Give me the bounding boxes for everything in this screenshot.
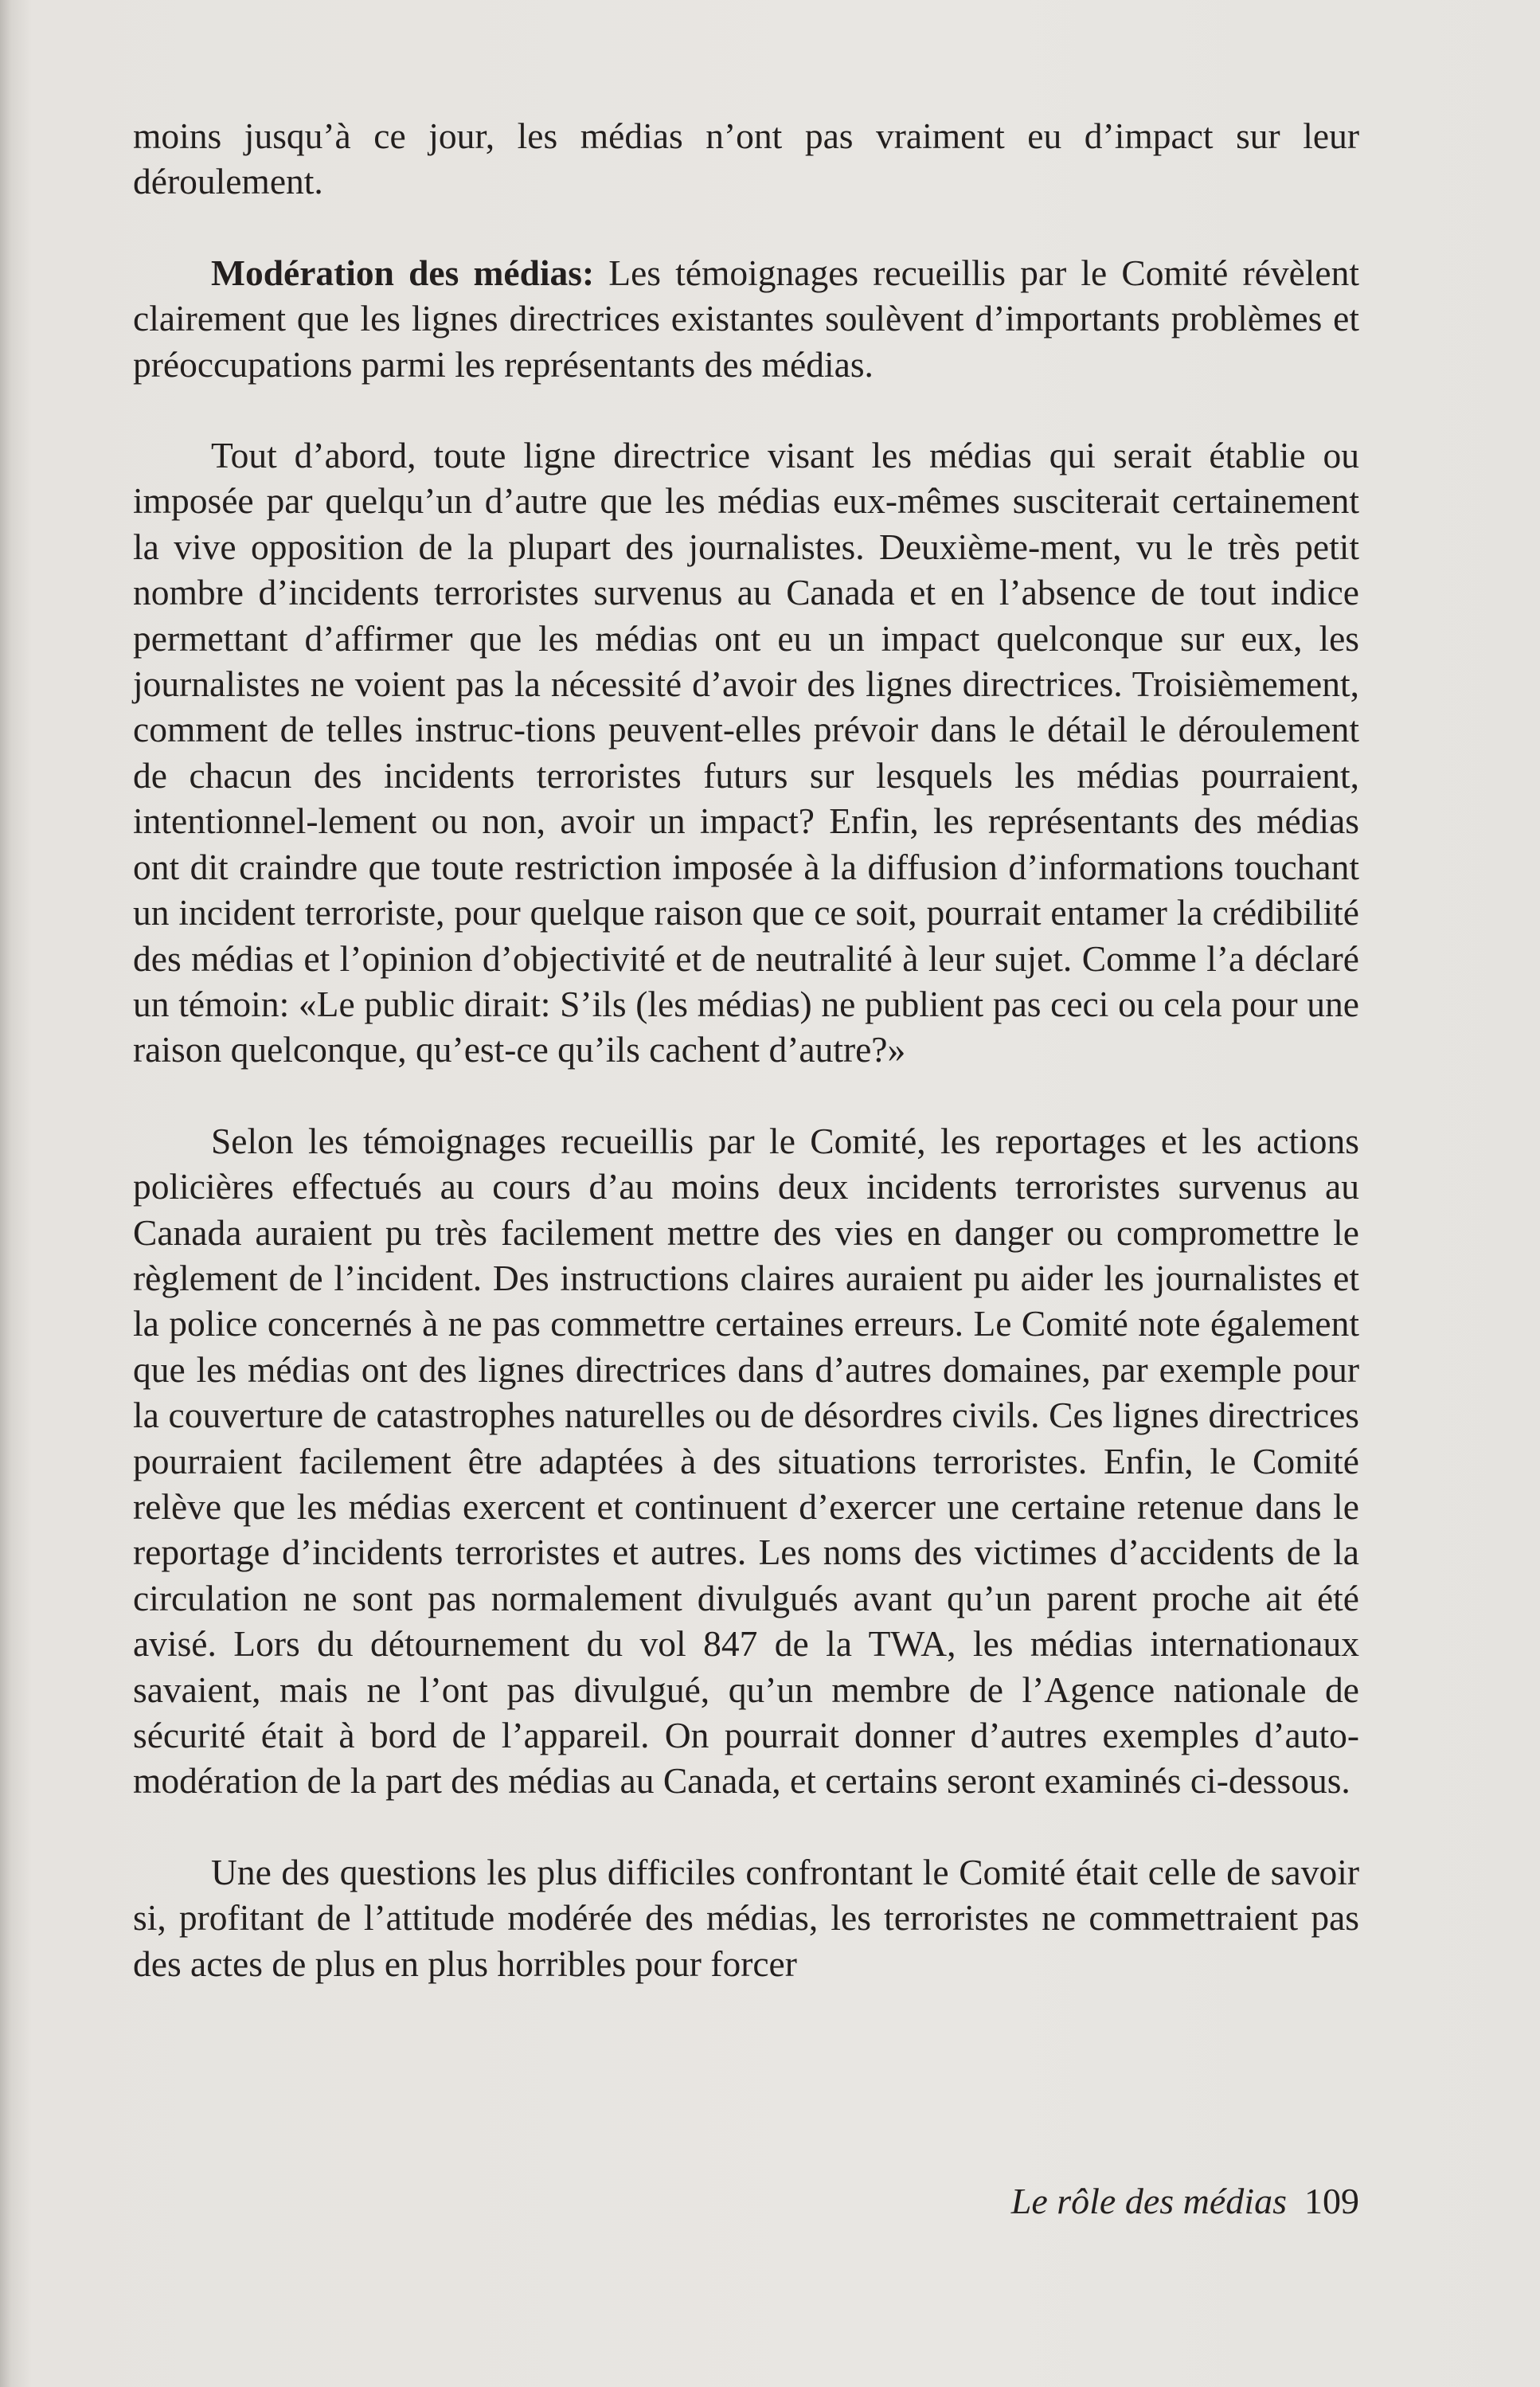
paragraph-text: Une des questions les plus difficiles confrontant le Comité était celle de savoir si, profitant de l’attitude modérée des médias, les terroristes ne commettraient pas des actes de plus en plus horribles pour forcer: [133, 1851, 1359, 1984]
paragraph-objections: [133, 432, 1359, 1073]
page-footer: [1011, 2178, 1359, 2224]
paragraph-lead-heading: Modération des médias:: [211, 252, 595, 293]
paragraph-text: moins jusqu’à ce jour, les médias n’ont pas vraiment eu d’impact sur leur déroulement.: [133, 115, 1359, 202]
paragraph-text: Les témoignages recueillis par le Comité révèlent clairement que les lignes directrices existantes soulèvent d’importants problèmes et préoccupations parmi les représentants des médias.: [133, 252, 1359, 385]
paragraph-text: Selon les témoignages recueillis par le Comité, les reportages et les actions policières effectués au cours d’au moins deux incidents terroristes survenus au Canada auraient pu très facilement mettre des vies en danger ou compromettre le règlement de l’incident. Des instructions claires auraient pu aider les journalistes et la police concernés à ne pas commettre certaines erreurs. Le Comité note également que les médias ont des lignes directrices dans d’autres domaines, par exemple pour la couverture de catastrophes naturelles ou de désordres civils. Ces lignes directrices pourraient facilement être adaptées à des situations terroristes. Enfin, le Comité relève que les médias exercent et continuent d’exercer une certaine retenue dans le reportage d’incidents terroristes et autres. Les noms des victimes d’accidents de la circulation ne sont pas normalement divulgués avant qu’un parent proche ait été avisé. Lors du détournement du vol 847 de la TWA, les médias internationaux savaient, mais ne l’ont pas divulgué, qu’un membre de l’Agence nationale de sécurité était à bord de l’appareil. On pourrait donner d’autres exemples d’auto-modération de la part des médias au Canada, et certains seront examinés ci-dessous.: [133, 1120, 1359, 1802]
paragraph-text: Tout d’abord, toute ligne directrice visant les médias qui serait établie ou imposée par quelqu’un d’autre que les médias eux-mêmes susciterait certainement la vive opposition de la plupart des journalistes. Deuxième-ment, vu le très petit nombre d’incidents terroristes survenus au Canada et en l’absence de tout indice permettant d’affirmer que les médias ont eu un impact quelconque sur eux, les journalistes ne voient pas la nécessité d’avoir des lignes directrices. Troisièmement, comment de telles instruc-tions peuvent-elles prévoir dans le détail le déroulement de chacun des incidents terroristes futurs sur lesquels les médias pourraient, intentionnel-lement ou non, avoir un impact? Enfin, les représentants des médias ont dit craindre que toute restriction imposée à la diffusion d’informations touchant un incident terroriste, pour quelque raison que ce soit, pourrait entamer la crédibilité des médias et l’opinion d’objectivité et de neutralité à leur sujet. Comme l’a déclaré un témoin: «Le public dirait: S’ils (les médias) ne publient pas ceci ou cela pour une raison quelconque, qu’est-ce qu’ils cachent d’autre?»: [133, 435, 1359, 1070]
page-number: 109: [1304, 2181, 1359, 2221]
paragraph-continuation: [133, 113, 1359, 205]
body-text: [133, 113, 1359, 1986]
paragraph-moderation: [133, 250, 1359, 387]
paragraph-question: [133, 1849, 1359, 1986]
running-title: Le rôle des médias: [1010, 2181, 1287, 2221]
paragraph-testimony: [133, 1118, 1359, 1804]
